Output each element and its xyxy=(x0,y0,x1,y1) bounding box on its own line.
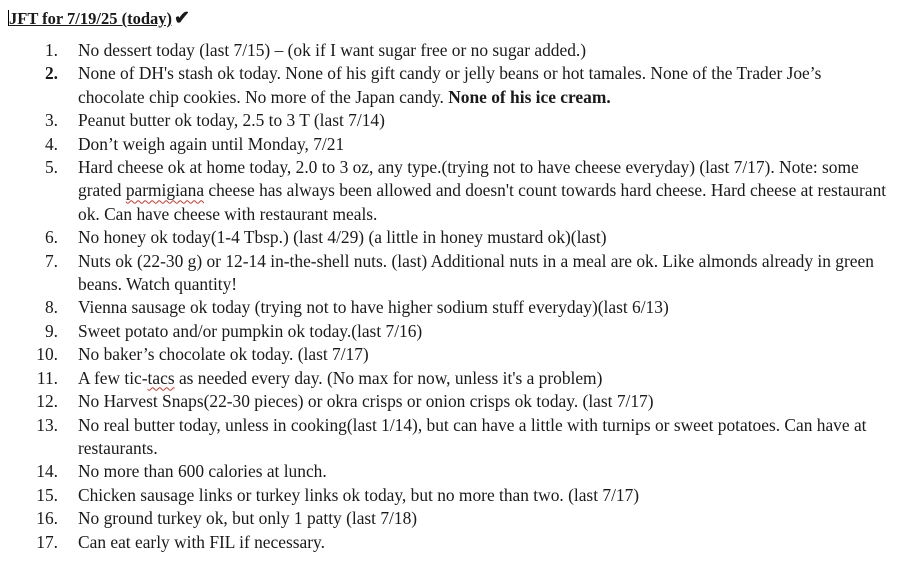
rule-list xyxy=(0,39,890,554)
item-text: No ground turkey ok, but only 1 patty (last 7/18) xyxy=(78,508,418,529)
list-item xyxy=(0,250,890,297)
item-number: 10. xyxy=(36,344,58,365)
item-number: 7. xyxy=(44,250,58,271)
list-item xyxy=(0,531,890,554)
item-text: Peanut butter ok today, 2.5 to 3 T (last 7/14) xyxy=(78,110,385,131)
list-item xyxy=(0,133,890,156)
spellcheck-word: tacs xyxy=(147,367,175,388)
item-number: 1. xyxy=(44,40,58,60)
item-number: 14. xyxy=(36,461,58,482)
document-title xyxy=(8,2,190,36)
item-text-plain: None of DH's stash ok today. None of his gift candy or jelly beans or hot tamales. None of the Trader Joe’s chocolate chip cookies. No more of the Japan candy. xyxy=(78,63,822,107)
list-item xyxy=(0,460,890,483)
item-text xyxy=(78,156,890,226)
item-number: 8. xyxy=(44,297,58,318)
title-text: JFT for 7/19/25 (today) xyxy=(9,9,173,28)
item-text: Nuts ok (22-30 g) or 12-14 in-the-shell nuts. (last) Additional nuts in a meal are ok. Like almonds already in green beans. Watch quantity! xyxy=(78,250,874,295)
item-text-bold: None of his ice cream. xyxy=(448,86,611,107)
item-text: Chicken sausage links or turkey links ok today, but no more than two. (last 7/17) xyxy=(78,484,640,505)
item-text: No Harvest Snaps(22-30 pieces) or okra crisps or onion crisps ok today. (last 7/17) xyxy=(78,391,654,412)
item-text: Can eat early with FIL if necessary. xyxy=(78,531,325,552)
item-text: No more than 600 calories at lunch. xyxy=(78,461,327,482)
item-text: No dessert today (last 7/15) – (ok if I want sugar free or no sugar added.) xyxy=(78,40,587,60)
list-item xyxy=(0,109,890,132)
item-number: 12. xyxy=(36,391,58,412)
item-number: 5. xyxy=(44,157,58,178)
item-number: 17. xyxy=(36,531,58,552)
item-number: 4. xyxy=(44,133,58,154)
item-number: 9. xyxy=(44,320,58,341)
list-item xyxy=(0,62,890,109)
list-item xyxy=(0,39,890,62)
item-text: No real butter today, unless in cooking(last 1/14), but can have a little with turnips or sweet potatoes. Can have at restaurants. xyxy=(78,414,867,458)
item-number: 15. xyxy=(36,484,58,505)
list-item xyxy=(0,507,890,530)
list-item xyxy=(0,367,890,390)
item-number: 3. xyxy=(44,110,58,131)
item-text: No honey ok today(1-4 Tbsp.) (last 4/29) (a little in honey mustard ok)(last) xyxy=(78,227,607,248)
item-number: 6. xyxy=(44,227,58,248)
item-text-part1: A few tic- xyxy=(78,367,148,388)
item-text xyxy=(78,367,890,390)
item-text-part2: cheese has always been allowed and doesn't count towards hard cheese. Hard cheese at restaurant ok. Can have cheese with restaurant meals. xyxy=(78,180,887,224)
list-item xyxy=(0,343,890,366)
item-text: Vienna sausage ok today (trying not to have higher sodium stuff everyday)(last 6/13) xyxy=(78,297,669,318)
item-text: No baker’s chocolate ok today. (last 7/17) xyxy=(78,344,369,365)
list-item xyxy=(0,156,890,226)
item-number: 2. xyxy=(44,63,58,84)
item-number: 11. xyxy=(36,367,58,388)
list-item xyxy=(0,296,890,319)
item-text-part2: as needed every day. (No max for now, unless it's a problem) xyxy=(174,367,603,388)
list-item xyxy=(0,484,890,507)
item-number: 13. xyxy=(36,414,58,435)
checkmark-icon: ✔ xyxy=(174,8,190,29)
item-text: Don’t weigh again until Monday, 7/21 xyxy=(78,133,345,154)
item-text-part1: Hard cheese ok at home today, 2.0 to 3 oz, any type.(trying not to have cheese everyday) (last 7/17). Note: some grated xyxy=(78,157,859,201)
item-text xyxy=(78,62,890,109)
list-item xyxy=(0,226,890,249)
item-text: Sweet potato and/or pumpkin ok today.(last 7/16) xyxy=(78,320,423,341)
spellcheck-word: parmigiana xyxy=(125,180,205,201)
list-item xyxy=(0,414,890,461)
list-item xyxy=(0,320,890,343)
item-number: 16. xyxy=(36,508,58,529)
list-item xyxy=(0,390,890,413)
